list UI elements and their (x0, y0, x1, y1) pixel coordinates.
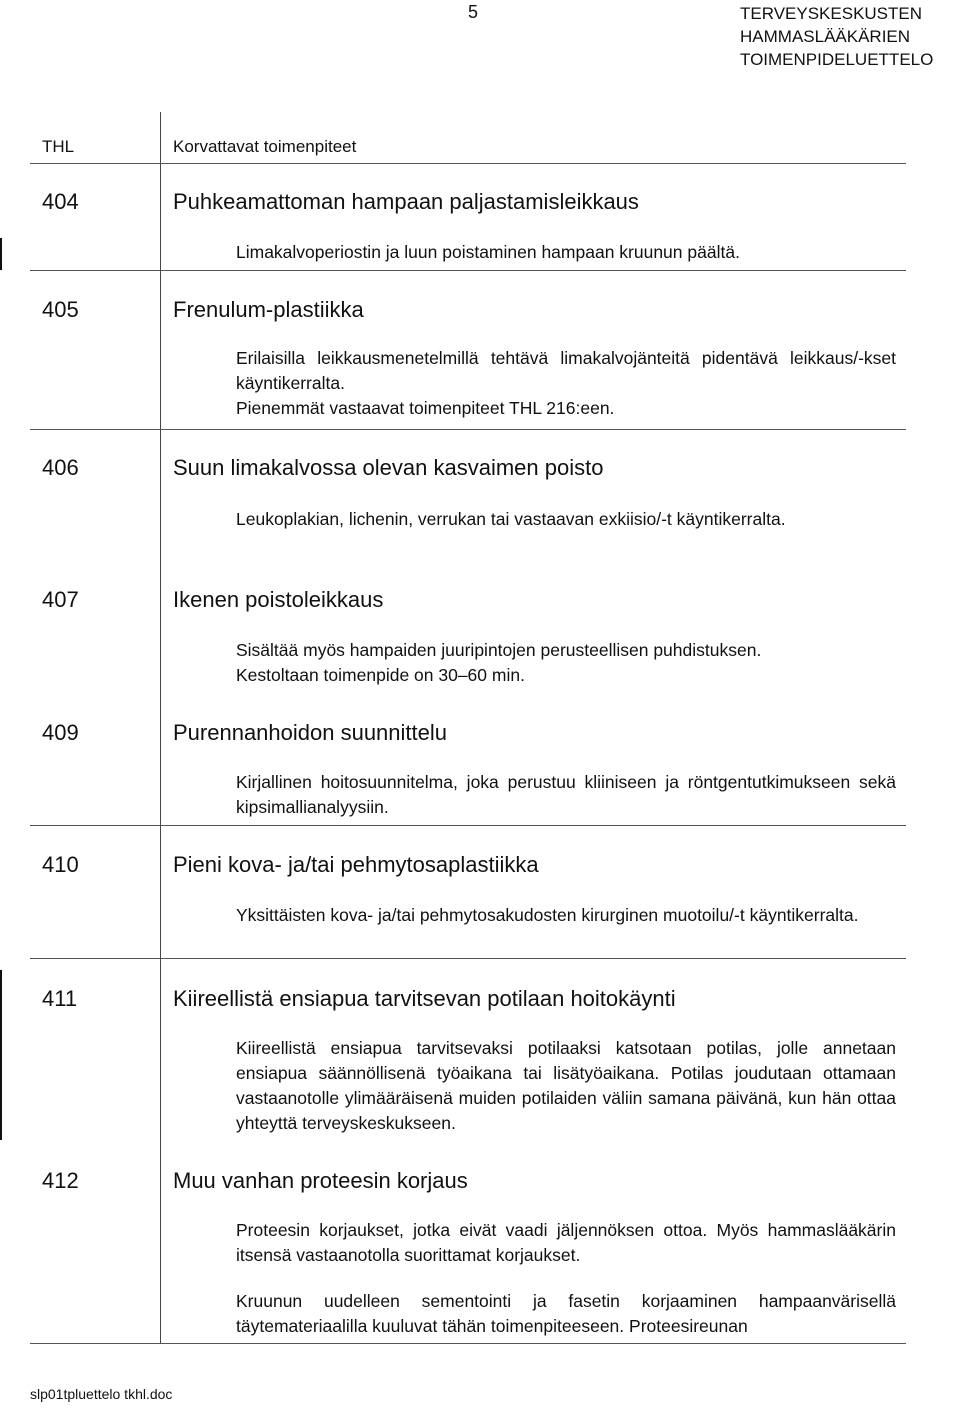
entry-paragraph: Kiireellistä ensiapua tarvitsevaksi potilaaksi katsotaan potilas, jolle annetaan ensiapua säännöllisenä työaikana tai lisätyöaikana. Potilas joudutaan ottamaan vastaanotolle ylimääräisenä muiden potilaiden väliin samana päivänä, kun hän ottaa yhteyttä terveyskeskukseen. (236, 1038, 896, 1133)
entry-description (236, 1036, 896, 1136)
entry-title: Kiireellistä ensiapua tarvitsevan potilaan hoitokäynti (173, 986, 676, 1011)
entry-paragraph: Kirjallinen hoitosuunnitelma, joka perustuu kliiniseen ja röntgentutkimukseen sekä kipsimallianalyysiin. (236, 772, 896, 817)
entry-paragraph: Pienemmät vastaavat toimenpiteet THL 216:een. (236, 398, 615, 418)
header-title-line: TERVEYSKESKUSTEN (740, 4, 923, 23)
entry-description (236, 507, 896, 532)
change-bar (0, 238, 2, 270)
entry-paragraph: Sisältää myös hampaiden juuripintojen perusteellisen puhdistuksen. (236, 640, 762, 660)
entry-title: Frenulum-plastiikka (173, 297, 364, 322)
entry-description (236, 903, 896, 928)
document-header-title (740, 2, 960, 71)
table-header-title: Korvattavat toimenpiteet (173, 137, 357, 156)
entry-code: 411 (42, 986, 78, 1011)
entry-code: 405 (42, 297, 79, 322)
entry-paragraph: Erilaisilla leikkausmenetelmillä tehtävä limakalvojänteitä pidentävä leikkaus/-kset käyntikerralta. (236, 348, 896, 393)
entry-rule (30, 958, 906, 959)
header-title-line: HAMMASLÄÄKÄRIEN (740, 27, 911, 46)
entry-code: 410 (42, 852, 79, 877)
page-number: 5 (468, 2, 479, 22)
entry-description (236, 1218, 896, 1339)
column-divider (160, 112, 161, 1344)
entry-rule (30, 270, 906, 271)
table-header-code: THL (42, 137, 75, 156)
entry-paragraph: Proteesin korjaukset, jotka eivät vaadi jäljennöksen ottoa. Myös hammaslääkärin itsensä vastaanotolla suorittamat korjaukset. (236, 1220, 896, 1265)
entry-description (236, 770, 896, 820)
entry-paragraph: Leukoplakian, lichenin, verrukan tai vastaavan exkiisio/-t käyntikerralta. (236, 509, 786, 529)
change-bar (0, 970, 2, 1140)
entry-paragraph: Limakalvoperiostin ja luun poistaminen hampaan kruunun päältä. (236, 242, 740, 262)
entry-description (236, 638, 896, 688)
entry-code: 406 (42, 455, 79, 480)
table-header-rule (30, 163, 906, 164)
entry-paragraph: Kestoltaan toimenpide on 30–60 min. (236, 665, 525, 685)
footer-filename: slp01tpluettelo tkhl.doc (30, 1386, 173, 1402)
entry-title: Pieni kova- ja/tai pehmytosaplastiikka (173, 852, 539, 877)
entry-code: 409 (42, 720, 79, 745)
entry-title: Suun limakalvossa olevan kasvaimen poisto (173, 455, 604, 480)
entry-code: 407 (42, 587, 79, 612)
entry-code: 404 (42, 189, 79, 214)
entry-paragraph: Kruunun uudelleen sementointi ja fasetin korjaaminen hampaanvärisellä täytemateriaalilla kuuluvat tähän toimenpiteeseen. Proteesireunan (236, 1291, 896, 1336)
entry-rule (30, 429, 906, 430)
entry-title: Puhkeamattoman hampaan paljastamisleikkaus (173, 189, 639, 214)
entry-rule (30, 825, 906, 826)
entry-description (236, 346, 896, 421)
entry-code: 412 (42, 1168, 79, 1193)
header-title-line: TOIMENPIDELUETTELO (740, 50, 934, 69)
entry-title: Purennanhoidon suunnittelu (173, 720, 448, 745)
table-bottom-rule (30, 1343, 906, 1344)
entry-description (236, 240, 896, 265)
entry-title: Muu vanhan proteesin korjaus (173, 1168, 468, 1193)
entry-title: Ikenen poistoleikkaus (173, 587, 384, 612)
entry-paragraph: Yksittäisten kova- ja/tai pehmytosakudosten kirurginen muotoilu/-t käyntikerralta. (236, 905, 859, 925)
